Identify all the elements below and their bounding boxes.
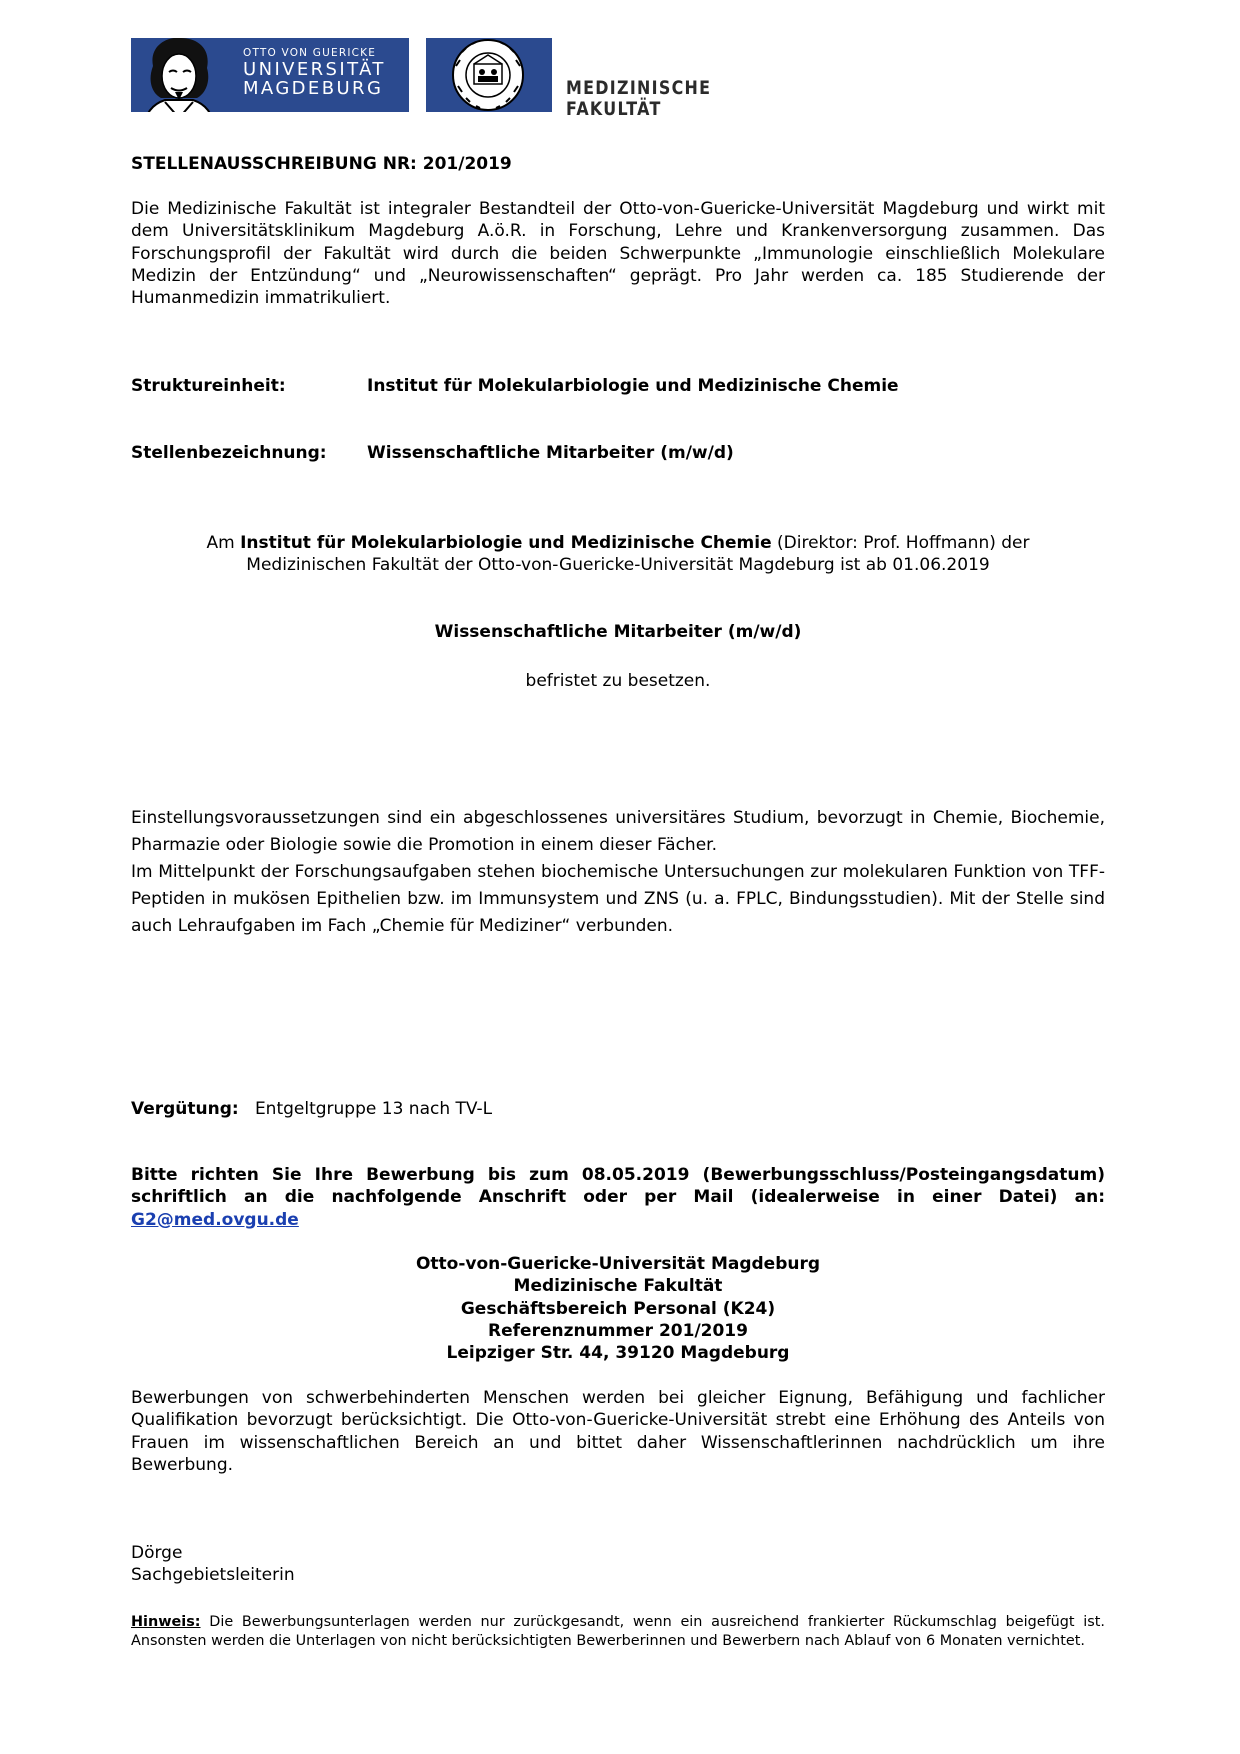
announcement-position: Wissenschaftliche Mitarbeiter (m/w/d) — [434, 622, 802, 642]
pay-line — [131, 1099, 492, 1119]
job-title-label: Stellenbezeichnung: — [131, 443, 327, 463]
faculty-title: MEDIZINISCHE FAKULTÄT — [566, 78, 712, 120]
guericke-portrait-icon — [131, 38, 227, 112]
application-email-link[interactable]: G2@med.ovgu.de — [131, 1209, 299, 1230]
application-text: Bitte richten Sie Ihre Bewerbung bis zum 08.05.2019 (Bewerbungsschluss/Posteingangsdatum) schriftlich an die nachfolgende Anschrift oder per Mail (idealerweise in einer Datei) an: — [131, 1165, 1105, 1208]
note-paragraph — [131, 1613, 1105, 1650]
ovgu-line3: MAGDEBURG — [243, 78, 384, 99]
pay-label: Vergütung: — [131, 1099, 239, 1119]
research-paragraph: Im Mittelpunkt der Forschungsaufgaben stehen biochemische Untersuchungen zur molekularen Funktion von TFF-Peptiden in mukösen Epithelien bzw. im Immunsystem und ZNS (u. a. FPLC, Bindungsstudien). Mit der Stelle sind auch Lehraufgaben im Fach „Chemie für Mediziner“ verbunden. — [131, 862, 1105, 936]
posting-number: STELLENAUSSCHREIBUNG NR: 201/2019 — [131, 154, 512, 174]
announcement-institute: Institut für Molekularbiologie und Medizinische Chemie — [240, 533, 772, 553]
faculty-seal-icon — [440, 38, 536, 134]
pay-value: Entgeltgruppe 13 nach TV-L — [254, 1099, 493, 1119]
address-line: Referenznummer 201/2019 — [488, 1320, 748, 1341]
unit-value: Institut für Molekularbiologie und Medizinische Chemie — [367, 376, 899, 396]
ovgu-wordmark — [243, 46, 386, 98]
header-logos — [131, 38, 811, 134]
medical-faculty-seal-logo — [426, 38, 552, 112]
signer-role: Sachgebietsleiterin — [131, 1565, 295, 1586]
announcement-fill: befristet zu besetzen. — [525, 671, 711, 691]
announcement-line1 — [131, 532, 1105, 555]
announcement-line2: Medizinischen Fakultät der Otto-von-Guericke-Universität Magdeburg ist ab 01.06.2019 — [246, 555, 990, 575]
intro-paragraph: Die Medizinische Fakultät ist integraler Bestandteil der Otto-von-Guericke-Universität Magdeburg und wirkt mit dem Universitätsklinikum Magdeburg A.ö.R. in Forschung, Lehre und Krankenversorgung zusammen. Das Forschungsprofil der Fakultät wird durch die beiden Schwerpunkte „Immunologie einschließlich Molekulare Medizin der Entzündung“ und „Neurowissenschaften“ geprägt. Pro Jahr werden ca. 185 Studierende der Humanmedizin immatrikuliert. — [131, 199, 1105, 309]
address-line: Leipziger Str. 44, 39120 Magdeburg — [446, 1343, 790, 1364]
equality-paragraph: Bewerbungen von schwerbehinderten Menschen werden bei gleicher Eignung, Befähigung und fachlicher Qualifikation bevorzugt berücksichtigt. Die Otto-von-Guericke-Universität strebt eine Erhöhung des Anteils von Frauen im wissenschaftlichen Bereich an und bittet daher Wissenschaftlerinnen nachdrücklich um ihre Bewerbung. — [131, 1388, 1105, 1475]
unit-label: Struktureinheit: — [131, 376, 286, 396]
job-title-value: Wissenschaftliche Mitarbeiter (m/w/d) — [367, 443, 734, 463]
application-paragraph — [131, 1164, 1105, 1231]
address-line: Geschäftsbereich Personal (K24) — [460, 1298, 776, 1319]
address-line: Otto-von-Guericke-Universität Magdeburg — [415, 1254, 821, 1274]
ovgu-line1: OTTO VON GUERICKE — [243, 47, 377, 59]
announcement-pre: Am — [206, 533, 241, 553]
note-label: Hinweis: — [131, 1614, 201, 1630]
signer-name: Dörge — [131, 1543, 183, 1563]
address-block — [131, 1253, 1105, 1364]
ovgu-line2: UNIVERSITÄT — [243, 59, 386, 80]
requirements-paragraph: Einstellungsvoraussetzungen sind ein abgeschlossenes universitäres Studium, bevorzugt in Chemie, Biochemie, Pharmazie oder Biologie sowie die Promotion in einem dieser Fächer. — [131, 808, 1105, 855]
announcement-post: (Direktor: Prof. Hoffmann) der — [771, 533, 1030, 553]
ovgu-logo — [131, 38, 409, 112]
address-line: Medizinische Fakultät — [513, 1276, 723, 1297]
note-text: Die Bewerbungsunterlagen werden nur zurückgesandt, wenn ein ausreichend frankierter Rückumschlag beigefügt ist. Ansonsten werden die Unterlagen von nicht berücksichtigten Bewerberinnen und Bewerbern nach Ablauf von 6 Monaten vernichtet. — [131, 1614, 1105, 1649]
signature-block — [131, 1542, 295, 1587]
